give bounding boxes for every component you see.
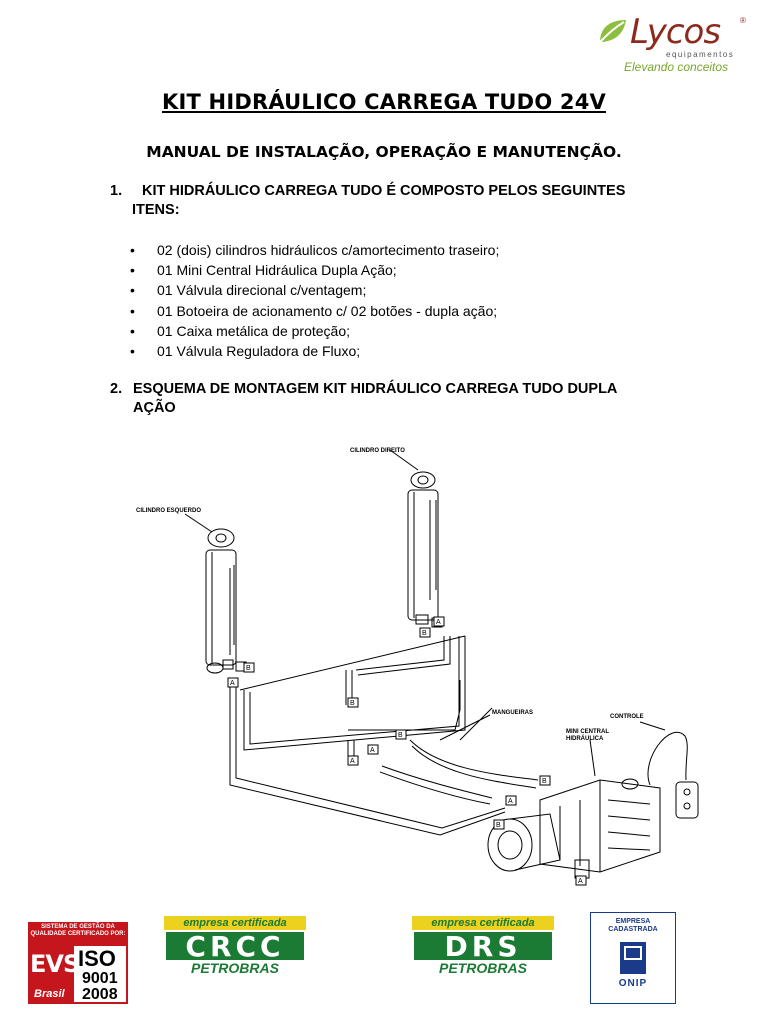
logo-tagline: Elevando conceitos (624, 60, 729, 74)
port-label: B (542, 778, 547, 785)
bullet-icon: • (130, 322, 135, 339)
label-hoses: MANGUEIRAS (492, 710, 534, 716)
port-label: B (422, 630, 427, 637)
document-title: KIT HIDRÁULICO CARREGA TUDO 24V (162, 90, 606, 114)
company-logo (596, 10, 756, 72)
drs-petrobras-badge (412, 916, 554, 978)
drs-main-text: DRS (414, 932, 552, 960)
list-item (130, 341, 499, 361)
crcc-main-text: CRCC (166, 932, 304, 960)
port-label: A (230, 680, 235, 687)
crcc-petrobras-badge (164, 916, 306, 978)
assembly-diagram (120, 440, 720, 900)
component-list (130, 240, 499, 361)
evs-number: 9001 (82, 970, 118, 987)
crcc-bottom-text: PETROBRAS (191, 960, 279, 976)
list-item (130, 240, 499, 260)
section-heading-2 (110, 380, 670, 420)
mini-central (488, 740, 660, 878)
evs-name: EVS (30, 950, 80, 978)
onip-name: ONIP (618, 978, 648, 989)
bullet-icon: • (130, 282, 135, 299)
section-number: 1. (110, 183, 123, 199)
crcc-top-text: empresa certificada (164, 916, 306, 930)
logo-brand: Lycos (630, 12, 721, 52)
section-heading-text (133, 380, 617, 418)
hose-lines (230, 636, 505, 835)
drs-bottom-text: PETROBRAS (439, 960, 527, 976)
list-item (130, 301, 499, 321)
list-item-text: 01 Caixa metálica de proteção; (157, 322, 350, 339)
evs-country: Brasil (34, 988, 65, 1000)
label-central-1: MINI CENTRAL (566, 729, 609, 735)
bullet-icon: • (130, 302, 135, 319)
label-control: CONTROLE (610, 714, 644, 720)
list-item (130, 280, 499, 300)
port-label: B (398, 732, 403, 739)
heading-line: ESQUEMA DE MONTAGEM KIT HIDRÁULICO CARREGA TUDO DUPLA (133, 381, 618, 397)
bullet-icon: • (130, 262, 135, 279)
port-label: B (246, 665, 251, 672)
port-label: B (496, 822, 501, 829)
leaf-icon (596, 16, 630, 46)
document-subtitle: MANUAL DE INSTALAÇÃO, OPERAÇÃO E MANUTENÇÃO. (146, 143, 622, 161)
list-item-text: 01 Botoeira de acionamento c/ 02 botões - dupla ação; (157, 302, 498, 319)
logo-subtitle: equipamentos (666, 50, 735, 59)
section-heading-1 (110, 182, 670, 222)
port-label: A (436, 619, 441, 626)
list-item (130, 260, 499, 280)
section-heading-text (132, 182, 626, 220)
port-label: A (578, 878, 583, 885)
onip-emblem-icon (618, 940, 648, 976)
bullet-icon: • (130, 343, 135, 360)
port-label: A (370, 747, 375, 754)
right-cylinder (408, 472, 442, 627)
left-cylinder (206, 529, 246, 673)
label-right-cylinder: CILINDRO DIREITO (350, 448, 405, 454)
drs-top-text: empresa certificada (412, 916, 554, 930)
evs-year: 2008 (82, 986, 118, 1003)
list-item-text: 01 Válvula Reguladora de Fluxo; (157, 343, 361, 360)
evs-iso: ISO (78, 946, 116, 971)
port-label: B (350, 700, 355, 707)
label-left-cylinder: CILINDRO ESQUERDO (136, 508, 202, 514)
list-item-text: 02 (dois) cilindros hidráulicos c/amortecimento traseiro; (157, 242, 500, 258)
bullet-icon: • (130, 242, 135, 258)
label-central-2: HIDRÁULICA (566, 736, 604, 742)
heading-line: KIT HIDRÁULICO CARREGA TUDO É COMPOSTO PELOS SEGUINTES (142, 183, 626, 199)
port-label: A (508, 798, 513, 805)
port-label: A (350, 758, 355, 765)
onip-top-line-2: CADASTRADA (608, 926, 658, 933)
section-number: 2. (110, 381, 123, 397)
heading-line: AÇÃO (133, 400, 176, 416)
onip-top-line-1: EMPRESA (615, 918, 651, 925)
heading-line: ITENS: (132, 202, 180, 218)
onip-registered-badge (590, 912, 676, 1004)
logo-registered-mark: ® (740, 16, 746, 25)
list-item (130, 321, 499, 341)
list-item-text: 01 Válvula direcional c/ventagem; (157, 282, 367, 299)
evs-iso-certification-badge (28, 922, 128, 1004)
list-item-text: 01 Mini Central Hidráulica Dupla Ação; (157, 262, 397, 279)
evs-top-text: SISTEMA DE GESTÃO DA QUALIDADE CERTIFICADO POR: (30, 924, 126, 937)
